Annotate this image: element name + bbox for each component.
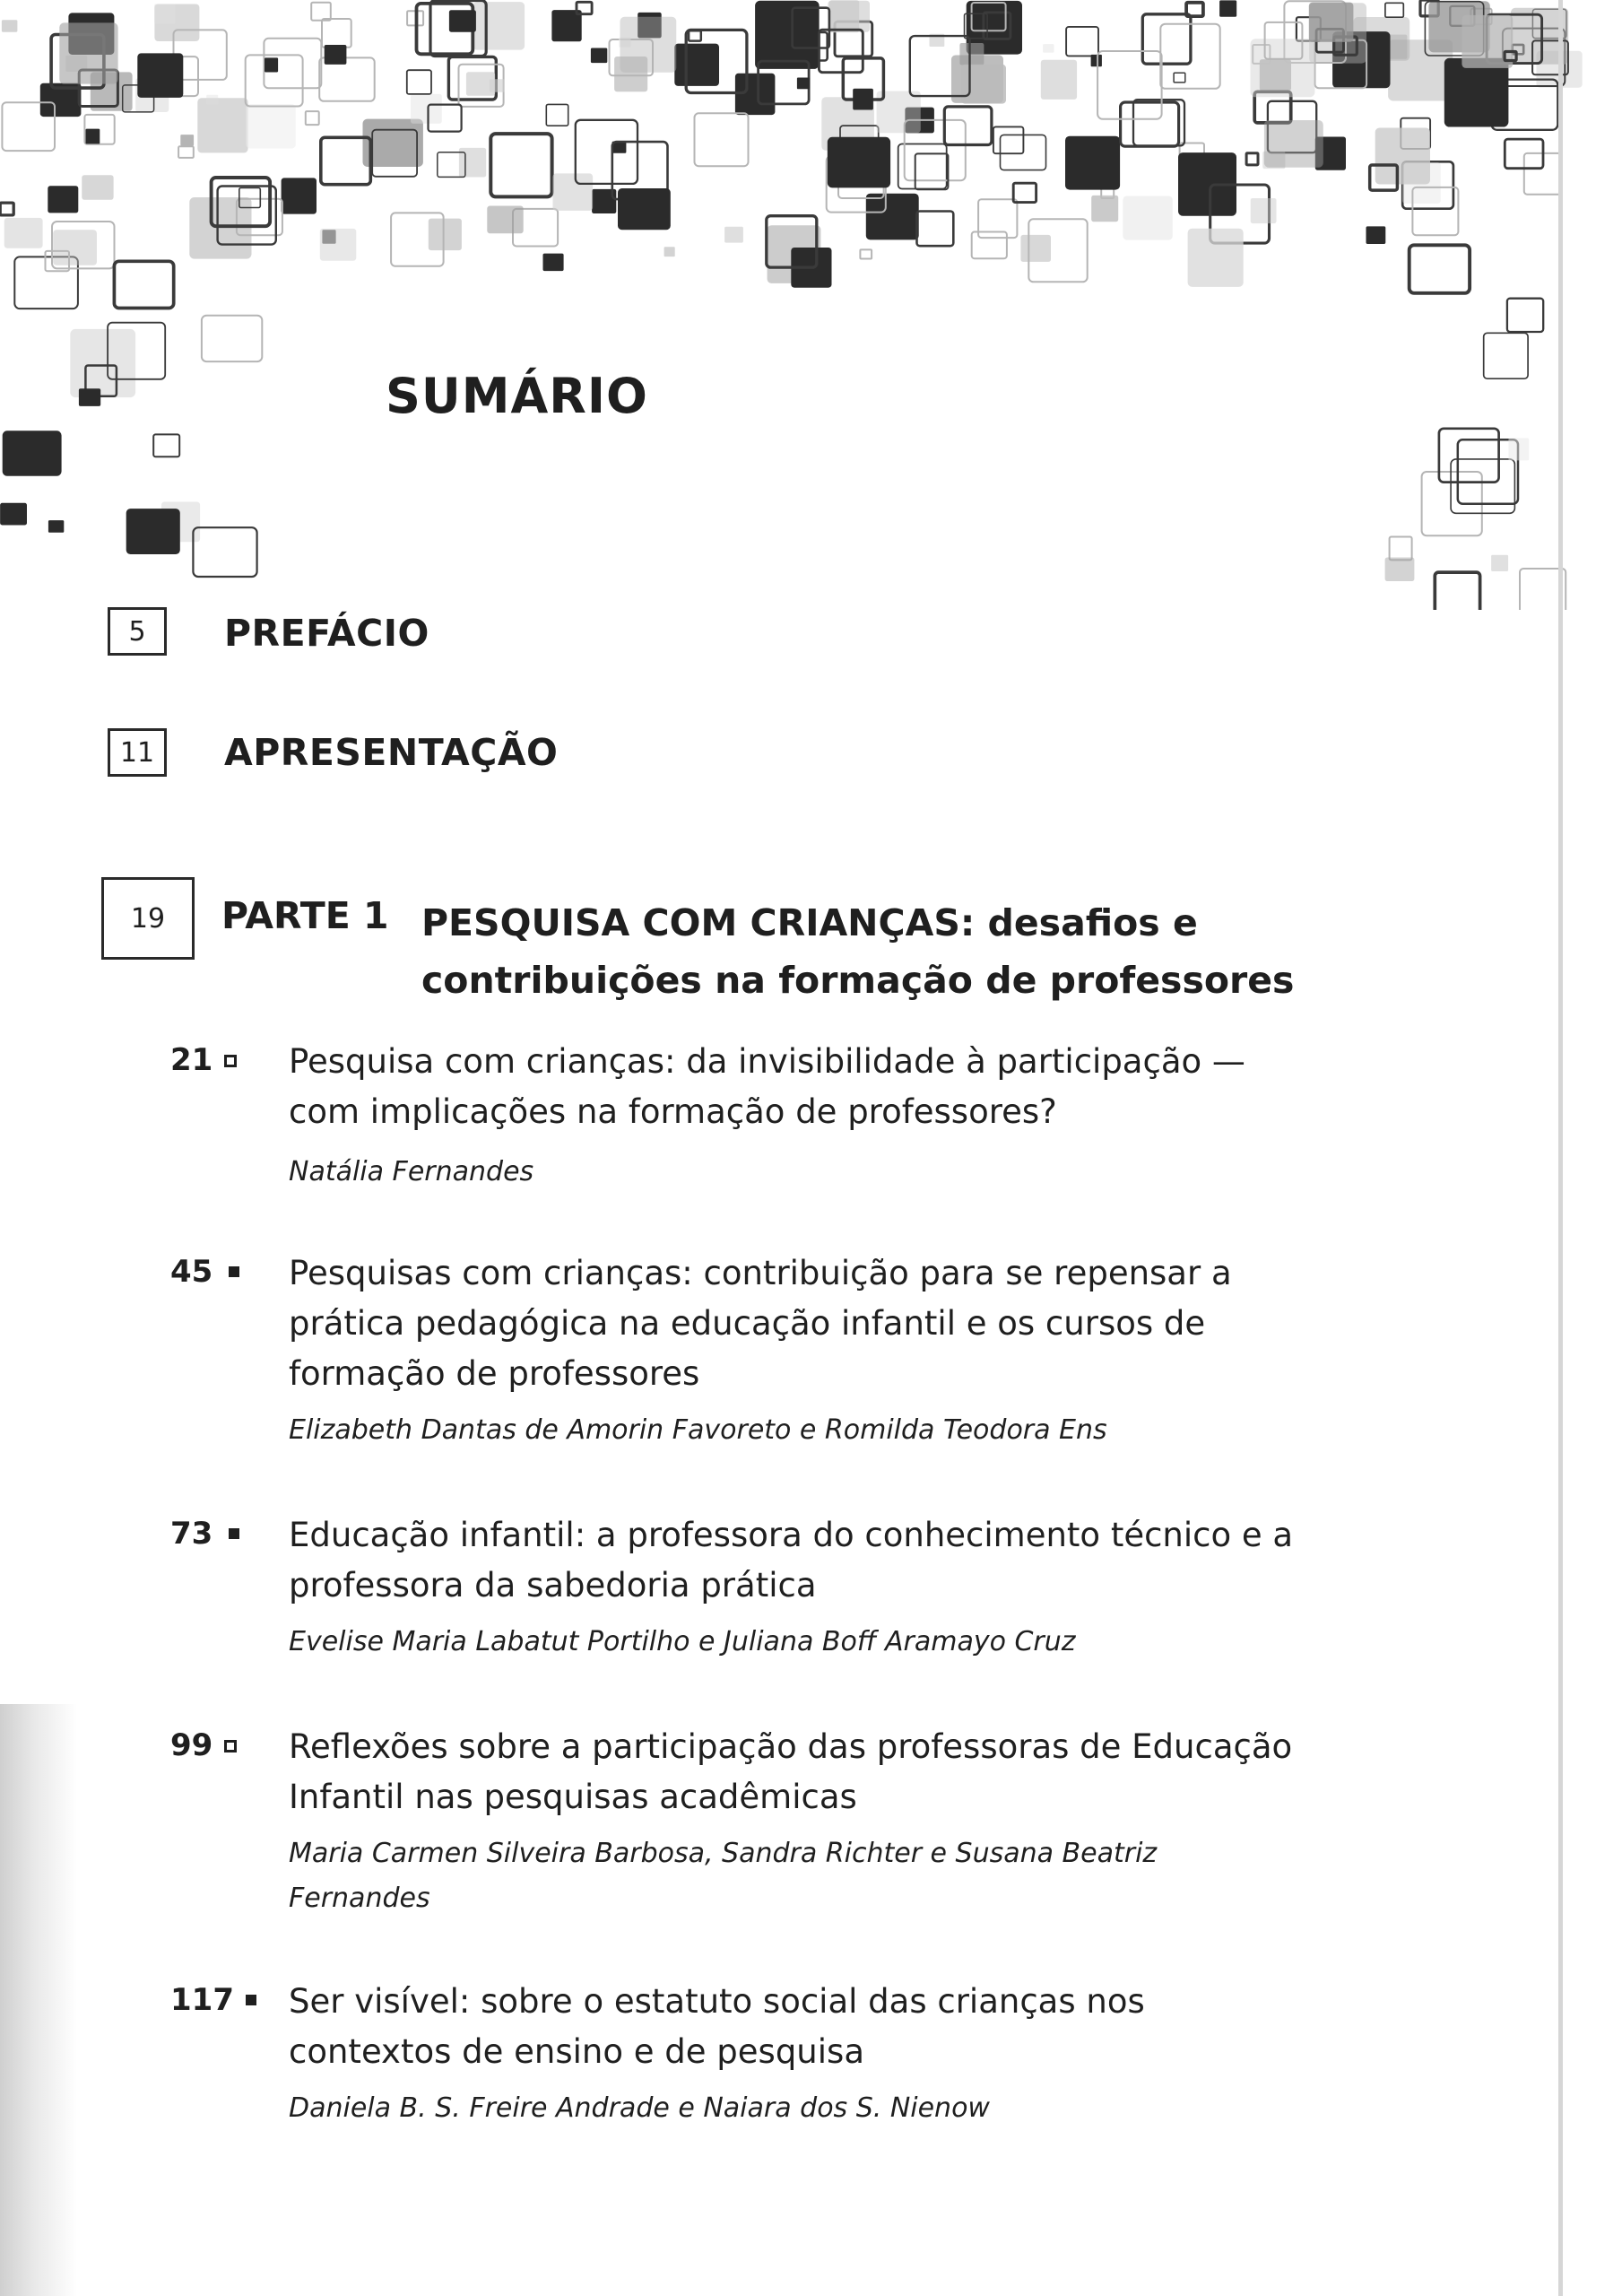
decorative-square (311, 3, 331, 21)
decorative-square (828, 1, 870, 32)
decorative-square (1174, 73, 1185, 83)
decorative-square (0, 503, 27, 526)
section-apresentacao: APRESENTAÇÃO (224, 731, 559, 774)
page-number-box-prefacio (108, 607, 167, 656)
decorative-square (178, 146, 194, 158)
decorative-square (898, 144, 947, 189)
decorative-square (320, 229, 357, 261)
decorative-square (1121, 102, 1179, 146)
decorative-square (1390, 537, 1412, 561)
decorative-square (797, 78, 810, 90)
decorative-square (1091, 196, 1118, 222)
decorative-square (1385, 3, 1403, 17)
decorative-square (82, 175, 113, 200)
decorative-square (1507, 299, 1543, 332)
decorative-square (1309, 3, 1354, 42)
decorative-square (197, 98, 247, 152)
section-prefacio: PREFÁCIO (224, 612, 429, 655)
decorative-square (866, 194, 919, 240)
decorative-square (1366, 226, 1386, 244)
page-number-box-parte-1 (101, 877, 195, 960)
decorative-square (1444, 58, 1509, 127)
decorative-square (1508, 439, 1529, 461)
page-number-box-apresentacao (108, 728, 167, 777)
part-title-line-2: contribuições na formação de professores (421, 959, 1295, 1002)
entry-page-number: 99 (170, 1727, 213, 1763)
entry-page-number: 117 (170, 1982, 234, 2018)
decorative-square (1065, 136, 1120, 190)
decorative-square (153, 434, 179, 457)
decorative-square (3, 430, 62, 476)
decorative-square (553, 173, 594, 211)
decorative-square (1020, 235, 1051, 262)
entry-authors: Maria Carmen Silveira Barbosa, Sandra Richter e Susana Beatriz Fernandes (289, 1838, 1158, 1914)
decorative-square (79, 388, 100, 406)
decorative-square (70, 329, 135, 397)
entry-authors: Evelise Maria Labatut Portilho e Juliana Boff Aramayo Cruz (289, 1626, 1076, 1657)
decorative-square (137, 53, 183, 98)
hollow-square-bullet-icon (224, 1055, 237, 1067)
filled-square-bullet-icon (229, 1528, 239, 1539)
decorative-square (1188, 229, 1244, 287)
decorative-square (473, 2, 525, 50)
decorative-square (618, 188, 671, 230)
entry-title: Pesquisas com crianças: contribuição para se repensar a prática pedagógica na educação infantil e os cursos de formação de professores (289, 1254, 1232, 1393)
decorative-square (48, 520, 64, 533)
decorative-square (247, 104, 296, 149)
entry-title: Reflexões sobre a participação das professoras de Educação Infantil nas pesquisas acadêmicas (289, 1727, 1293, 1816)
decorative-square (1264, 120, 1323, 168)
decorative-square (4, 218, 43, 248)
decorative-square (620, 17, 677, 73)
decorative-square (1041, 60, 1077, 100)
decorative-square (1375, 128, 1430, 185)
decorative-square (664, 247, 675, 257)
entry-authors: Natália Fernandes (289, 1156, 534, 1187)
page-number: 5 (128, 615, 146, 648)
decorative-square (193, 527, 256, 577)
decorative-square (543, 254, 564, 272)
decorative-square (265, 57, 278, 72)
decorative-square (1251, 39, 1315, 97)
decorative-squares-pattern (0, 0, 1622, 610)
decorative-square (325, 45, 347, 65)
decorative-square (206, 95, 218, 105)
filled-square-bullet-icon (246, 1995, 256, 2005)
entry-title: Pesquisa com crianças: da invisibilidade à participação — com implicações na formação de professores? (289, 1042, 1245, 1131)
decorative-square (1043, 44, 1054, 53)
decorative-square (993, 126, 1024, 153)
decorative-square (1133, 100, 1184, 145)
filled-square-bullet-icon (229, 1266, 239, 1277)
entry-page-number: 45 (170, 1254, 213, 1290)
decorative-square (1246, 153, 1258, 165)
page-title: SUMÁRIO (386, 368, 648, 424)
decorative-square (487, 206, 523, 234)
decorative-square (591, 48, 607, 64)
decorative-square (546, 104, 568, 126)
decorative-square (689, 30, 701, 40)
decorative-square (154, 4, 175, 23)
decorative-square (1013, 183, 1036, 202)
part-label: PARTE 1 (221, 894, 389, 937)
decorative-square (853, 89, 873, 110)
decorative-square (126, 509, 180, 554)
entry-title: Ser visível: sobre o estatuto social das crianças nos contextos de ensino e de pesquisa (289, 1982, 1145, 2071)
entry-authors: Daniela B. S. Freire Andrade e Naiara dos S. Nienow (289, 2092, 990, 2124)
decorative-square (114, 261, 173, 308)
entry-page-number: 73 (170, 1516, 213, 1552)
decorative-square (1491, 555, 1508, 571)
part-title (421, 894, 1294, 1009)
decorative-square (1219, 0, 1236, 16)
entry-title: Educação infantil: a professora do conhecimento técnico e a professora da sabedoria prática (289, 1516, 1294, 1605)
decorative-square (755, 1, 820, 69)
decorative-square (695, 113, 749, 166)
decorative-square (0, 203, 13, 215)
decorative-square (674, 44, 719, 86)
decorative-square (972, 232, 1007, 259)
entry-authors: Elizabeth Dantas de Amorin Favoreto e Romilda Teodora Ens (289, 1414, 1107, 1446)
decorative-square (860, 249, 872, 258)
decorative-square (466, 72, 495, 96)
decorative-square (490, 134, 551, 196)
decorative-square (959, 43, 984, 65)
decorative-square (53, 230, 97, 265)
decorative-square (202, 316, 262, 361)
decorative-square (1385, 558, 1415, 582)
decorative-square (2, 20, 18, 32)
decorative-square (1097, 51, 1162, 119)
decorative-square (915, 153, 949, 189)
decorative-square (180, 135, 194, 146)
decorative-square (1409, 245, 1470, 293)
decorative-square (189, 197, 251, 259)
decorative-square (917, 212, 954, 247)
entry-page-number: 21 (170, 1042, 213, 1078)
decorative-square (1251, 198, 1277, 223)
decorative-square (1435, 572, 1479, 610)
decorative-square (828, 137, 890, 188)
decorative-square (819, 30, 863, 72)
decorative-square (944, 107, 992, 145)
decorative-square (724, 227, 743, 243)
decorative-square (1066, 27, 1098, 57)
page-number: 19 (130, 902, 166, 935)
decorative-square (306, 111, 319, 125)
decorative-square (1091, 55, 1102, 66)
decorative-square (411, 94, 442, 124)
decorative-square (59, 22, 117, 83)
decorative-square (1439, 429, 1499, 483)
part-title-line-1: PESQUISA COM CRIANÇAS: desafios e (421, 901, 1198, 944)
decorative-square (1484, 333, 1528, 378)
decorative-square (48, 186, 78, 213)
decorative-square (961, 65, 1006, 104)
hollow-square-bullet-icon (224, 1740, 237, 1752)
page-number: 11 (119, 736, 155, 769)
decorative-square (282, 178, 317, 213)
decorative-square (1123, 196, 1172, 240)
decorative-square (1142, 14, 1191, 64)
page-edge-right (1558, 0, 1563, 2296)
decorative-square (322, 19, 351, 48)
decorative-square (449, 10, 476, 32)
decorative-square (86, 129, 100, 144)
decorative-square (429, 219, 462, 251)
page-edge-left (0, 1704, 77, 2296)
decorative-square (407, 70, 431, 94)
